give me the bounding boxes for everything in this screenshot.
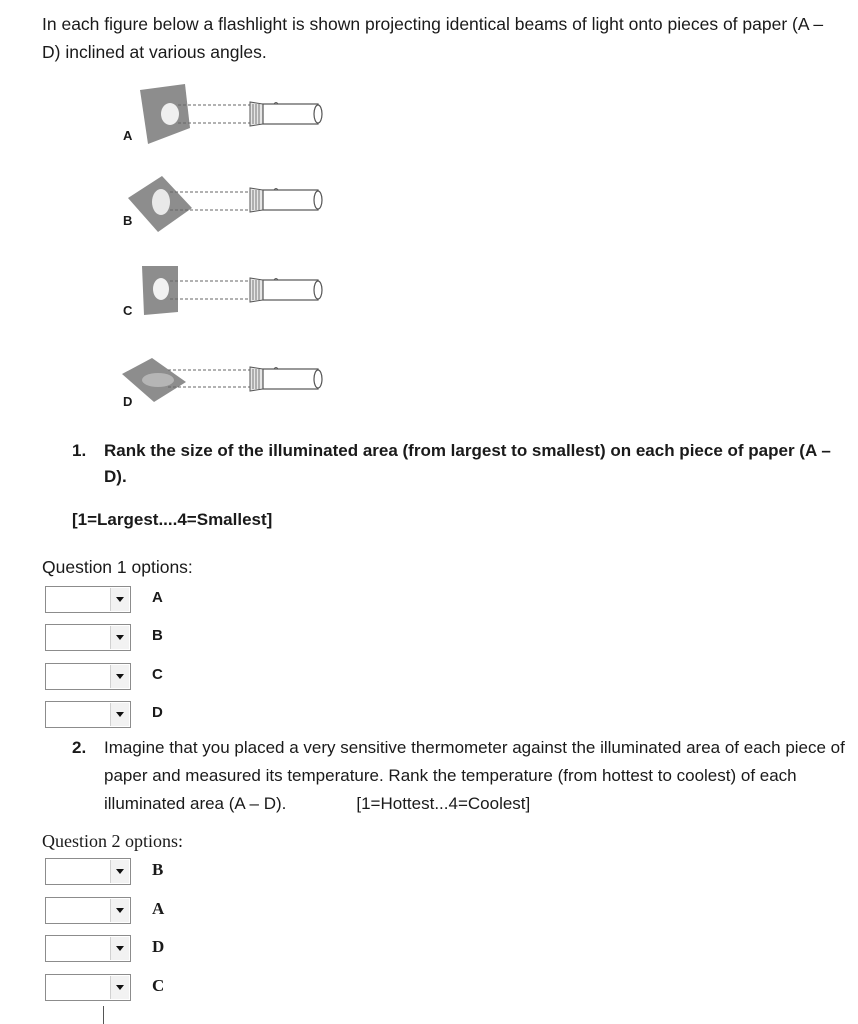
question-1-scale: [1=Largest....4=Smallest] [72, 510, 273, 529]
question-2-number: 2. [72, 738, 87, 757]
chevron-down-icon[interactable] [110, 937, 129, 960]
q1-option-label: D [152, 704, 163, 721]
figure-a [140, 84, 322, 144]
question-1-text: Rank the size of the illuminated area (from largest to smallest) on each piece of paper (A – D). [104, 441, 831, 486]
q1-option-label: C [152, 666, 163, 683]
chevron-down-icon[interactable] [110, 976, 129, 999]
figure-d [122, 358, 322, 402]
q1-rank-select-3[interactable] [45, 663, 131, 690]
figure-label-a: A [123, 128, 133, 143]
q2-rank-select-1[interactable] [45, 858, 131, 885]
q2-option-label: C [152, 976, 165, 995]
q2-rank-select-4[interactable] [45, 974, 131, 1001]
q1-option-label: A [152, 589, 163, 606]
q2-option-label: D [152, 937, 165, 956]
q1-rank-select-1[interactable] [45, 586, 131, 613]
text-cursor [103, 1006, 104, 1024]
figure-label-c: C [123, 303, 133, 318]
intro-text: In each figure below a flashlight is shown projecting identical beams of light onto pieces of paper (A – D) inclined at various angles. [42, 14, 824, 62]
figure-label-d: D [123, 394, 133, 409]
q1-rank-select-2[interactable] [45, 624, 131, 651]
chevron-down-icon[interactable] [110, 626, 129, 649]
figure-label-b: B [123, 213, 133, 228]
q2-rank-select-3[interactable] [45, 935, 131, 962]
q2-option-label: B [152, 860, 164, 879]
chevron-down-icon[interactable] [110, 860, 129, 883]
figure-b [128, 176, 322, 232]
flashlight-diagram [110, 80, 350, 420]
chevron-down-icon[interactable] [110, 665, 129, 688]
question-1-number: 1. [72, 441, 87, 460]
q1-option-label: B [152, 627, 163, 644]
question-2-options-title: Question 2 options: [42, 831, 184, 851]
q2-option-label: A [152, 899, 165, 918]
flashlight-figure [110, 80, 350, 420]
question-1-options-title: Question 1 options: [42, 557, 193, 577]
chevron-down-icon[interactable] [110, 899, 129, 922]
q2-rank-select-2[interactable] [45, 897, 131, 924]
question-2-scale: [1=Hottest...4=Coolest] [356, 794, 531, 813]
q1-rank-select-4[interactable] [45, 701, 131, 728]
chevron-down-icon[interactable] [110, 588, 129, 611]
chevron-down-icon[interactable] [110, 703, 129, 726]
question-2 [72, 734, 852, 818]
question-2-text: Imagine that you placed a very sensitive thermometer against the illuminated area of each piece of paper and measured its temperature. Rank the temperature (from hottest to coolest) of each illuminated area (A – D). [104, 738, 845, 813]
figure-c [142, 266, 322, 315]
question-1 [72, 438, 832, 490]
